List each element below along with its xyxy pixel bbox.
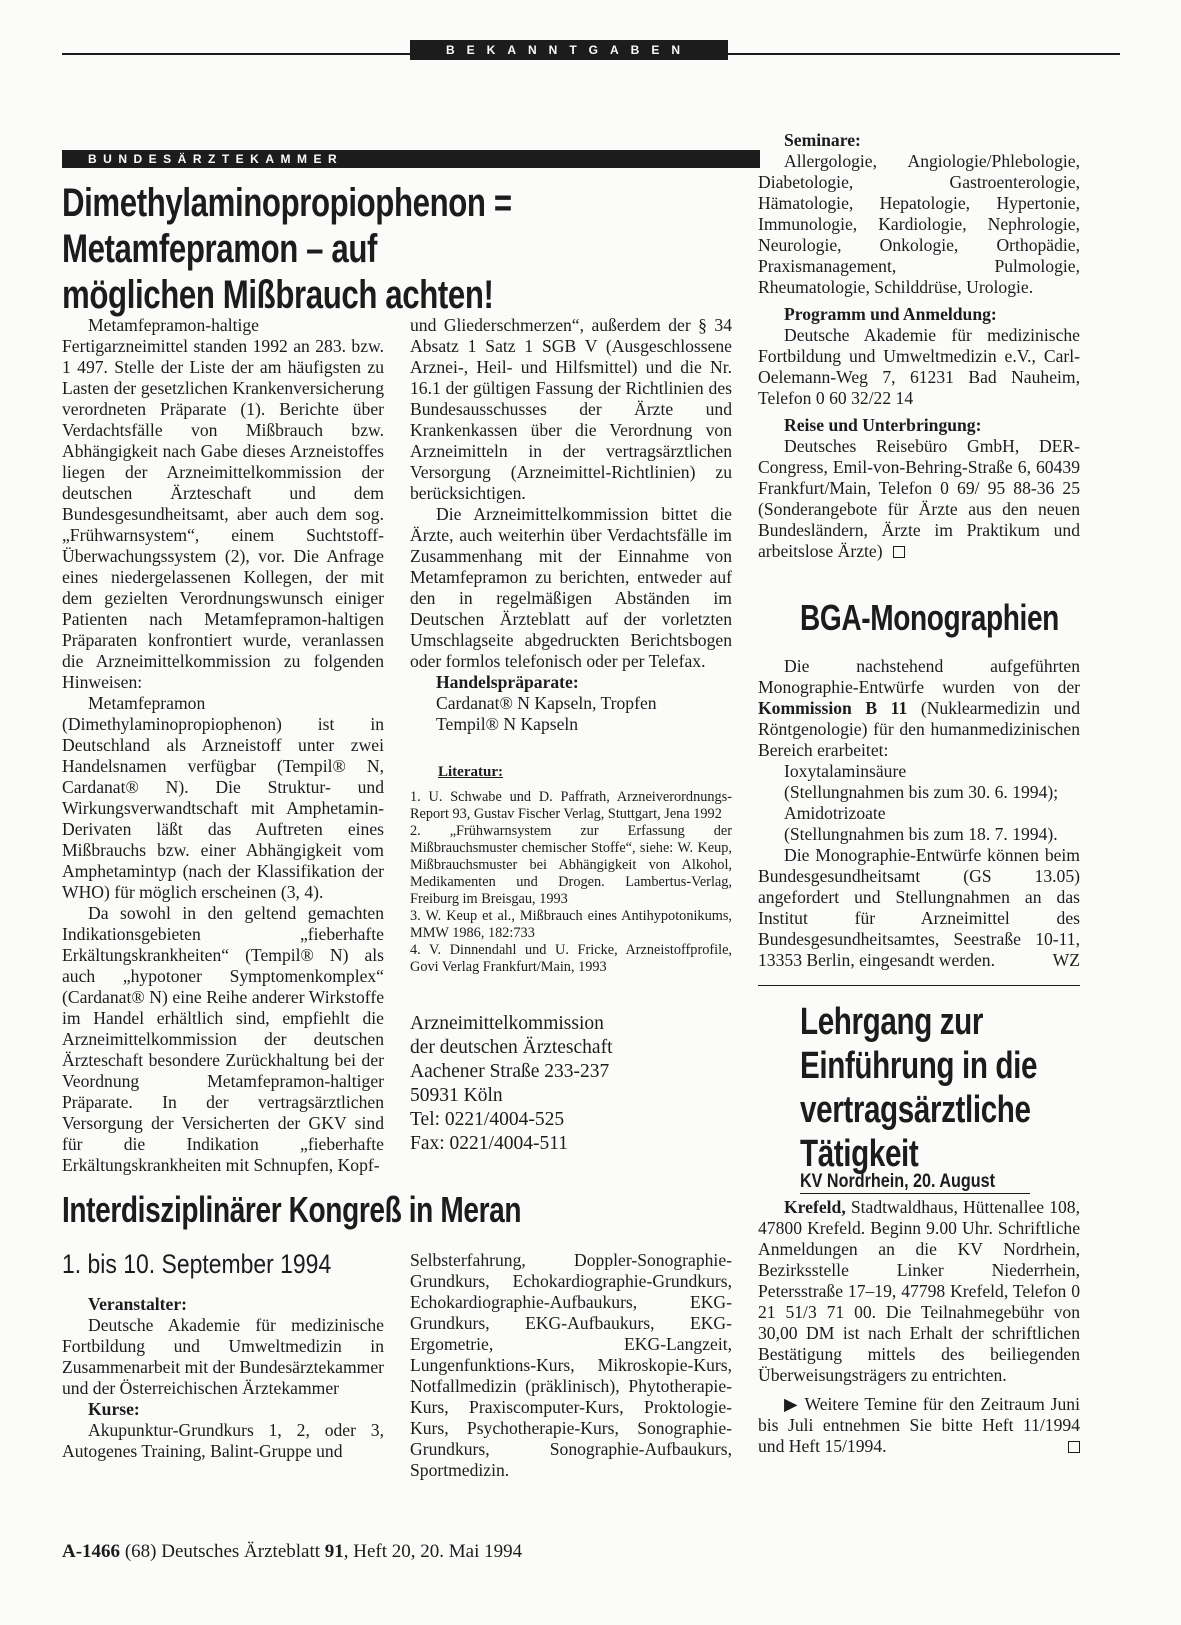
meran-date: 1. bis 10. September 1994	[62, 1249, 332, 1279]
commission-address	[410, 1012, 732, 1156]
address-line: Arzneimittelkommission	[410, 1013, 604, 1034]
literatur-label: Literatur:	[438, 764, 503, 780]
address-line: Fax: 0221/4004-511	[410, 1133, 568, 1154]
address-line: der deutschen Ärzteschaft	[410, 1037, 613, 1058]
paragraph: Selbsterfahrung, Doppler-Sonographie-Grundkurs, Echokardiographie-Grundkurs, Echokardiographie-Aufbaukurs, EKG-Grundkurs, EKG-Aufbaukurs, EKG-Ergometrie, EKG-Langzeit, Lungenfunktions-Kurs, Mikroskopie-Kurs, Notfallmedizin (präklinisch), Phytotherapie-Kurs, Praxiscomputer-Kurs, Proktologie-Kurs, Psychotherapie-Kurs, Sonographie-Grundkurs, Sonographie-Aufbaukurs, Sportmedizin.	[410, 1250, 732, 1480]
paragraph: Metamfepramon (Dimethylaminopropiophenon) ist in Deutschland als Arzneistoff unter zwei Handelsnamen verfügbar (Tempil® N, Cardanat® N). Die Struktur- und Wirkungsverwandtschaft mit Amphetamin-Derivaten läßt das Auftreten eines Mißbrauchs bzw. einer Abhängigkeit vom Amphetamintyp (nach der Klassifikation der WHO) für möglich erscheinen (3, 4).	[62, 693, 384, 902]
commission-name: Kommission B 11	[758, 698, 908, 718]
handel-item: Cardanat® N Kapseln, Tropfen	[436, 693, 657, 713]
meran-column-2	[410, 1250, 732, 1481]
veranstalter-label: Veranstalter:	[88, 1294, 188, 1314]
lehrgang-headline-line: Einführung in die	[800, 1045, 1038, 1087]
paragraph: Die Monographie-Entwürfe können beim Bundesgesundheitsamt (GS 13.05) angefordert und Stellungnahmen an das Institut für Arzneimittel des Bundesgesundheitsamtes, Seestraße 10-11, 13353 Berlin, eingesandt werden. WZ	[758, 845, 1080, 970]
paragraph: Die Arzneimittelkommission bittet die Ärzte, auch weiterhin über Verdachtsfälle im Zusammenhang mit der Einnahme von Metamfepramon zu berichten, entweder auf den in regelmäßigen Abständen im Deutschen Ärzteblatt auf der vorletzten Umschlagseite abgedruckten Berichtsbogen oder formlos telefonisch oder per Telefax.	[410, 504, 732, 671]
reise-label: Reise und Unterbringung:	[784, 415, 982, 435]
lehrgang-headline-line: Lehrgang zur	[800, 1001, 984, 1043]
main-headline-line: möglichen Mißbrauch achten!	[62, 273, 494, 317]
paragraph	[758, 436, 1080, 562]
main-headline-line: Metamfepramon – auf	[62, 227, 378, 271]
paragraph	[758, 1394, 1080, 1457]
handel-item: Tempil® N Kapseln	[436, 714, 579, 734]
kurse-label: Kurse:	[88, 1399, 140, 1419]
paragraph: Da sowohl in den geltend gemachten Indikationsgebieten „fieberhafte Erkältungskrankheiten“ (Tempil® N) als auch „hypotoner Symptomenkomplex“ (Cardanat® N) eine Reihe anderer Wirkstoffe im Handel erhältlich sind, empfiehlt die Arzneimittelkommission der deutschen Ärzteschaft besondere Zurückhaltung bei der Veordnung Metamfepramon-haltiger Präparate. In der vertragsärztlichen Versorgung der Versicherten der GKV sind für die Indikation „fieberhafte Erkältungskrankheiten mit Schnupfen, Kopf-	[62, 903, 384, 1175]
lehrgang-headline	[800, 1000, 1128, 1176]
main-article-column-2	[410, 315, 732, 735]
bga-item: Amidotrizoate	[784, 803, 886, 823]
page-footer: A-1466 (68) Deutsches Ärzteblatt 91, Heft 20, 20. Mai 1994	[62, 1541, 523, 1562]
bga-item: (Stellungnahmen bis zum 18. 7. 1994).	[784, 824, 1058, 844]
main-headline	[62, 180, 546, 318]
end-of-article-square-icon	[1068, 1441, 1080, 1453]
paragraph: Allergologie, Angiologie/Phlebologie, Diabetologie, Gastroenterologie, Hämatologie, Hepatologie, Hypertonie, Immunologie, Kardiologie, Nephrologie, Neurologie, Onkologie, Orthopädie, Praxismanagement, Pulmologie, Rheumatologie, Schilddrüse, Urologie.	[758, 151, 1080, 297]
paragraph: Deutsche Akademie für medizinische Fortbildung und Umweltmedizin in Zusammenarbeit mit der Bundesärztekammer und der Österreichischen Ärztekammer	[62, 1315, 384, 1398]
subtitle-underline	[800, 1193, 1030, 1194]
lehrgang-headline-line: Tätigkeit	[800, 1133, 919, 1175]
address-line: Tel: 0221/4004-525	[410, 1109, 565, 1130]
page-code: A-1466	[62, 1541, 121, 1562]
programm-label: Programm und Anmeldung:	[784, 304, 997, 324]
section-label-bar: BUNDESÄRZTEKAMMER	[62, 150, 760, 168]
main-article-column-1	[62, 315, 384, 1176]
section-divider	[758, 985, 1080, 986]
meran-headline: Interdisziplinärer Kongreß in Meran	[62, 1189, 522, 1230]
section-banner: BEKANNTGABEN	[410, 40, 728, 60]
bga-item: (Stellungnahmen bis zum 30. 6. 1994);	[784, 782, 1059, 802]
paragraph: Die nachstehend aufgeführten Monographie-Entwürfe wurden von der Kommission B 11 (Nuklearmedizin und Röntgenologie) für den humanmedizinischen Bereich erarbeitet:	[758, 656, 1081, 760]
address-line: 50931 Köln	[410, 1085, 503, 1106]
reference-item: 2. „Frühwarnsystem zur Erfassung der Mißbrauchsmuster chemischer Stoffe“, siehe: W. Keup, Mißbrauchsmuster bei Abhängigkeit von Alkohol, Medikamenten und Drogen. Lambertus-Verlag, Freiburg im Breisgau, 1993	[410, 823, 732, 907]
place-name: Krefeld,	[784, 1197, 846, 1217]
lehrgang-subtitle: KV Nordrhein, 20. August	[800, 1171, 996, 1192]
paragraph: Metamfepramon-haltige Fertigarzneimittel standen 1992 an 283. bzw. 1 497. Stelle der Liste der am häufigsten zu Lasten der gesetzlichen Krankenversicherung verordneten Präparate (1). Berichte über Verdachtsfälle von Mißbrauch bzw. Abhängigkeit nach Gabe dieses Arzneistoffes liegen der Arzneimittelkommission der deutschen Ärzteschaft und dem Bundesgesundheitsamt, aber auch dem sog. „Frühwarnsystem“, einem Suchtstoff-Überwachungssystem (2), vor. Die Anfrage eines niedergelassenen Kollegen, der mit dem gezielten Verordnungswunsch einiger Patienten nach Metamfepramon-haltigen Präparaten konfrontiert wurde, veranlassen die Arzneimittelkommission zu folgenden Hinweisen:	[62, 315, 384, 692]
reference-item: 1. U. Schwabe und D. Paffrath, Arzneiverordnungs-Report 93, Gustav Fischer Verlag, Stuttgart, Jena 1992	[410, 789, 732, 822]
paragraph: Krefeld, Stadtwaldhaus, Hüttenallee 108, 47800 Krefeld. Beginn 9.00 Uhr. Schriftliche Anmeldungen an die KV Nordrhein, Bezirksstelle Linker Niederrhein, Petersstraße 17–19, 47798 Krefeld, Telefon 0 21 51/3 71 00. Die Teilnahmegebühr von 30,00 DM ist nach Erhalt der schriftlichen Bestätigung mittels des beiliegenden Überweisungsträgers zu entrichten.	[758, 1197, 1080, 1385]
main-headline-line: Dimethylaminopropiophenon =	[62, 181, 512, 225]
bga-item: Ioxytalaminsäure	[784, 761, 907, 781]
paragraph: und Gliederschmerzen“, außerdem der § 34 Absatz 1 Satz 1 SGB V (Ausgeschlossene Arznei-, Heil- und Hilfsmittel) und die Nr. 16.1 der gültigen Fassung der Richtlinien des Bundesausschusses der Ärzte und Krankenkassen über die Verordnung von Arzneimitteln in der vertragsärztlichen Versorgung (Arzneimittel-Richtlinien) zu berücksichtigen.	[410, 315, 732, 503]
author-signature: WZ	[1052, 950, 1080, 970]
lehrgang-headline-line: vertragsärztliche	[800, 1089, 1031, 1131]
bga-article	[758, 656, 1080, 971]
reise-text: Deutsches Reisebüro GmbH, DER-Congress, Emil-von-Behring-Straße 6, 60439 Frankfurt/Main, Telefon 0 69/ 95 88-36 25 (Sonderangebote für Ärzte aus den neuen Bundesländern, Ärzte im Praktikum und arbeitslose Ärzte)	[758, 436, 1080, 561]
handel-label: Handelspräparate:	[436, 672, 579, 692]
end-of-article-square-icon	[893, 546, 905, 558]
right-column-top	[758, 130, 1080, 562]
reference-item: 3. W. Keup et al., Mißbrauch eines Antihypotonikums, MMW 1986, 182:733	[410, 908, 732, 941]
volume-number: 91	[324, 1541, 344, 1562]
reference-list	[410, 789, 732, 976]
paragraph: Deutsche Akademie für medizinische Fortbildung und Umweltmedizin e.V., Carl-Oelemann-Weg 7, 61231 Bad Nauheim, Telefon 0 60 32/22 14	[758, 325, 1080, 408]
lehrgang-article	[758, 1197, 1080, 1457]
meran-column-1	[62, 1294, 384, 1462]
bga-headline: BGA-Monographien	[800, 597, 1059, 638]
address-line: Aachener Straße 233-237	[410, 1061, 610, 1082]
seminare-label: Seminare:	[784, 130, 861, 150]
paragraph: Akupunktur-Grundkurs 1, 2, oder 3, Autogenes Training, Balint-Gruppe und	[62, 1420, 384, 1461]
further-dates-note: ▶ Weitere Temine für den Zeitraum Juni bis Juli entnehmen Sie bitte Heft 11/1994 und Heft 15/1994.	[758, 1394, 1080, 1456]
reference-item: 4. V. Dinnendahl und U. Fricke, Arzneistoffprofile, Govi Verlag Frankfurt/Main, 1993	[410, 942, 732, 975]
